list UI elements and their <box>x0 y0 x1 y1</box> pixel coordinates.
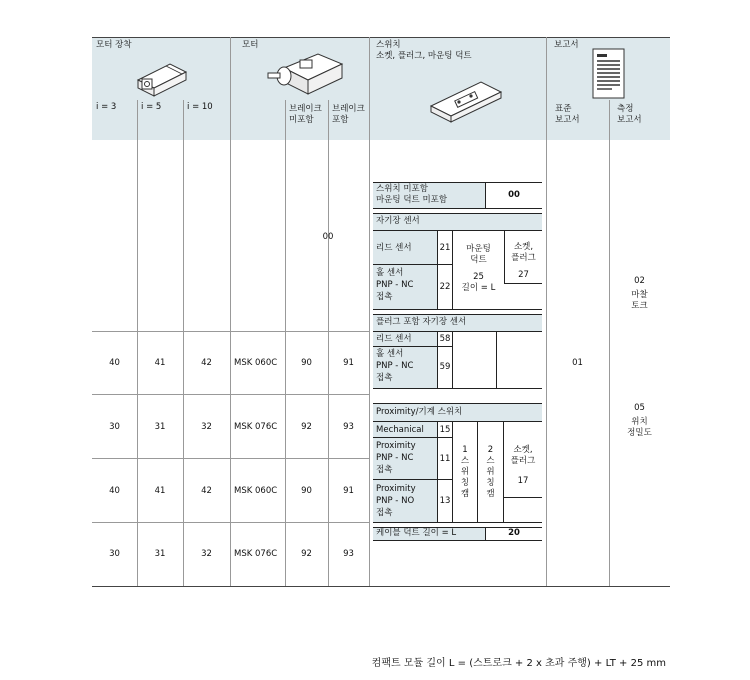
cell-i5: 41 <box>154 358 166 368</box>
grid-v <box>183 100 184 586</box>
header-motor-mount: 모터 장착 <box>96 40 132 50</box>
hall-label-2: PNP - NC <box>376 280 414 290</box>
cell-i10: 32 <box>201 422 212 432</box>
cell-i10: 42 <box>201 358 212 368</box>
socket-label-2: 플러그 <box>511 253 536 263</box>
header-switch: 스위치 <box>376 40 401 50</box>
hall-label-3: 접촉 <box>376 292 393 302</box>
cell-brake-no: 90 <box>301 486 312 496</box>
socket-label-1: 소켓, <box>513 242 534 252</box>
cell-i3: 40 <box>109 358 120 368</box>
grid-v <box>609 100 610 586</box>
header-report: 보고서 <box>554 40 579 50</box>
cell-i5: 31 <box>154 549 166 559</box>
rule <box>437 231 438 309</box>
grid-v <box>369 37 370 586</box>
hall-label-1: 홀 센서 <box>376 268 404 278</box>
duct-label-1: 마운팅 <box>466 244 491 254</box>
header-brake-yes-1: 브레이크 <box>332 104 365 114</box>
bottom-rule <box>92 586 670 587</box>
header-brake-yes-2: 포함 <box>332 115 349 125</box>
socket2-label-1: 소켓, <box>513 445 533 455</box>
pos-label-2: 정밀도 <box>627 428 652 438</box>
cam1-char: 1 <box>462 445 468 455</box>
hall2-label-2: PNP - NC <box>376 361 414 371</box>
rule <box>373 437 452 438</box>
duct-label-4: 길이 = L <box>461 283 496 293</box>
footer-formula: 컴팩트 모듈 길이 L = (스트로크 + 2 x 초과 주행) + LT + 25 mm <box>371 658 666 669</box>
top-block-code: 00 <box>322 232 334 242</box>
header-switch-sub: 소켓, 플러그, 마운팅 덕트 <box>376 51 472 61</box>
prox-no-2: PNP - NO <box>376 496 415 506</box>
torque-label-1: 마찰 <box>631 290 648 300</box>
cam2-char: 2 <box>487 445 494 455</box>
rule <box>373 346 452 347</box>
torque-label-2: 토크 <box>631 301 648 311</box>
header-brake-no-1: 브레이크 <box>289 104 322 114</box>
rule <box>503 422 504 522</box>
cell-i3: 30 <box>109 422 120 432</box>
report-document-icon <box>592 48 626 100</box>
duct-label-2: 덕트 <box>470 255 487 265</box>
mag-title: 자기장 센서 <box>376 216 420 226</box>
cam2-char: 위 <box>486 467 495 477</box>
prox-nc-2: PNP - NC <box>376 453 414 463</box>
std-report-code: 01 <box>572 358 583 368</box>
rule <box>373 479 452 480</box>
hall2-code: 59 <box>439 362 451 372</box>
cell-brake-yes: 91 <box>343 358 354 368</box>
cam2-char: 스 <box>486 456 495 466</box>
prox-no-1: Proximity <box>376 484 416 494</box>
rule <box>437 332 438 388</box>
duct-label-3: 25 <box>473 272 484 282</box>
plug-mag-title: 플러그 포함 자기장 센서 <box>376 317 467 327</box>
cell-motor: MSK 076C <box>234 422 278 432</box>
header-ratio-10: i = 10 <box>187 102 213 112</box>
rule <box>373 309 542 310</box>
plug-mag-white <box>438 332 542 388</box>
cell-i3: 30 <box>109 549 120 559</box>
rule <box>496 332 497 388</box>
socket2-code: 17 <box>517 476 529 486</box>
rule <box>452 231 453 309</box>
header-motor: 모터 <box>242 40 259 50</box>
reed-code: 21 <box>439 243 451 253</box>
prox-no-3: 접촉 <box>376 508 393 518</box>
header-meas-report-2: 보고서 <box>617 115 642 125</box>
cell-brake-no: 92 <box>301 422 312 432</box>
hall2-label-3: 접촉 <box>376 373 393 383</box>
prox-nc-1: Proximity <box>376 441 416 451</box>
rule <box>437 422 438 522</box>
hall2-label-1: 홀 센서 <box>376 349 404 359</box>
rule <box>373 208 542 209</box>
cell-i3: 40 <box>109 486 120 496</box>
cell-brake-yes: 91 <box>343 486 354 496</box>
hall-code: 22 <box>439 282 451 292</box>
grid-v <box>230 37 231 586</box>
pos-label-1: 위치 <box>631 417 648 427</box>
grid-v <box>137 100 138 586</box>
cam1-char: 칭 <box>460 478 470 488</box>
prox-nc-code: 11 <box>439 454 451 464</box>
grid-h <box>92 331 369 332</box>
cell-motor: MSK 060C <box>234 486 278 496</box>
torque-code: 02 <box>634 276 645 286</box>
rule <box>373 264 452 265</box>
cam2-char: 칭 <box>486 478 495 488</box>
cell-brake-yes: 93 <box>343 549 354 559</box>
header-ratio-5: i = 5 <box>141 102 162 112</box>
cell-motor: MSK 076C <box>234 549 278 559</box>
switch-module-icon <box>425 76 505 122</box>
header-std-report-1: 표준 <box>555 104 572 114</box>
rule <box>452 332 453 388</box>
prox-nc-3: 접촉 <box>376 465 393 475</box>
pos-code: 05 <box>634 403 645 413</box>
rule <box>373 388 542 389</box>
grid-v <box>328 100 329 586</box>
prox-no-code: 13 <box>439 496 451 506</box>
cable-duct-label: 케이블 덕트 길이 = L <box>376 528 457 538</box>
header-meas-report-1: 측정 <box>617 104 634 114</box>
cam2-char: 캠 <box>486 489 495 499</box>
cell-brake-yes: 93 <box>343 422 354 432</box>
rule <box>373 540 542 541</box>
grid-h <box>92 394 369 395</box>
reed2-label: 리드 센서 <box>376 334 412 344</box>
grid-v <box>285 100 286 586</box>
rule <box>504 283 542 284</box>
rule <box>503 497 542 498</box>
header-brake-no-2: 미포함 <box>289 115 314 125</box>
cell-i5: 31 <box>154 422 166 432</box>
socket-code: 27 <box>518 270 529 280</box>
header-std-report-2: 보고서 <box>555 115 580 125</box>
cell-brake-no: 92 <box>301 549 312 559</box>
cell-i10: 42 <box>201 486 212 496</box>
cell-motor: MSK 060C <box>234 358 278 368</box>
grid-h <box>92 522 369 523</box>
gearbox-icon <box>130 52 190 97</box>
cell-brake-no: 90 <box>301 358 312 368</box>
rule <box>373 522 542 523</box>
rule <box>373 213 542 214</box>
cable-code: 20 <box>508 528 520 538</box>
header-ratio-3: i = 3 <box>96 102 117 112</box>
motor-icon <box>266 50 346 96</box>
prox-title: Proximity/기계 스위치 <box>376 407 463 417</box>
no-switch-label-1: 스위치 미포함 <box>376 184 428 194</box>
cam1-char: 스 <box>460 456 470 466</box>
rule <box>373 314 542 315</box>
reed2-code: 58 <box>439 334 451 344</box>
mech-code: 15 <box>439 425 451 435</box>
cam1-char: 위 <box>460 467 470 477</box>
mech-label: Mechanical <box>376 425 424 435</box>
socket2-label-2: 플러그 <box>510 456 536 466</box>
cam1-char: 캠 <box>460 489 470 499</box>
reed-label: 리드 센서 <box>376 243 412 253</box>
top-rule <box>92 37 670 38</box>
grid-v <box>546 37 547 586</box>
cell-i10: 32 <box>201 549 212 559</box>
no-switch-code: 00 <box>508 190 520 200</box>
grid-h <box>92 458 369 459</box>
no-switch-label-2: 마운팅 덕트 미포함 <box>376 195 448 205</box>
rule <box>373 403 542 404</box>
cell-i5: 41 <box>154 486 166 496</box>
